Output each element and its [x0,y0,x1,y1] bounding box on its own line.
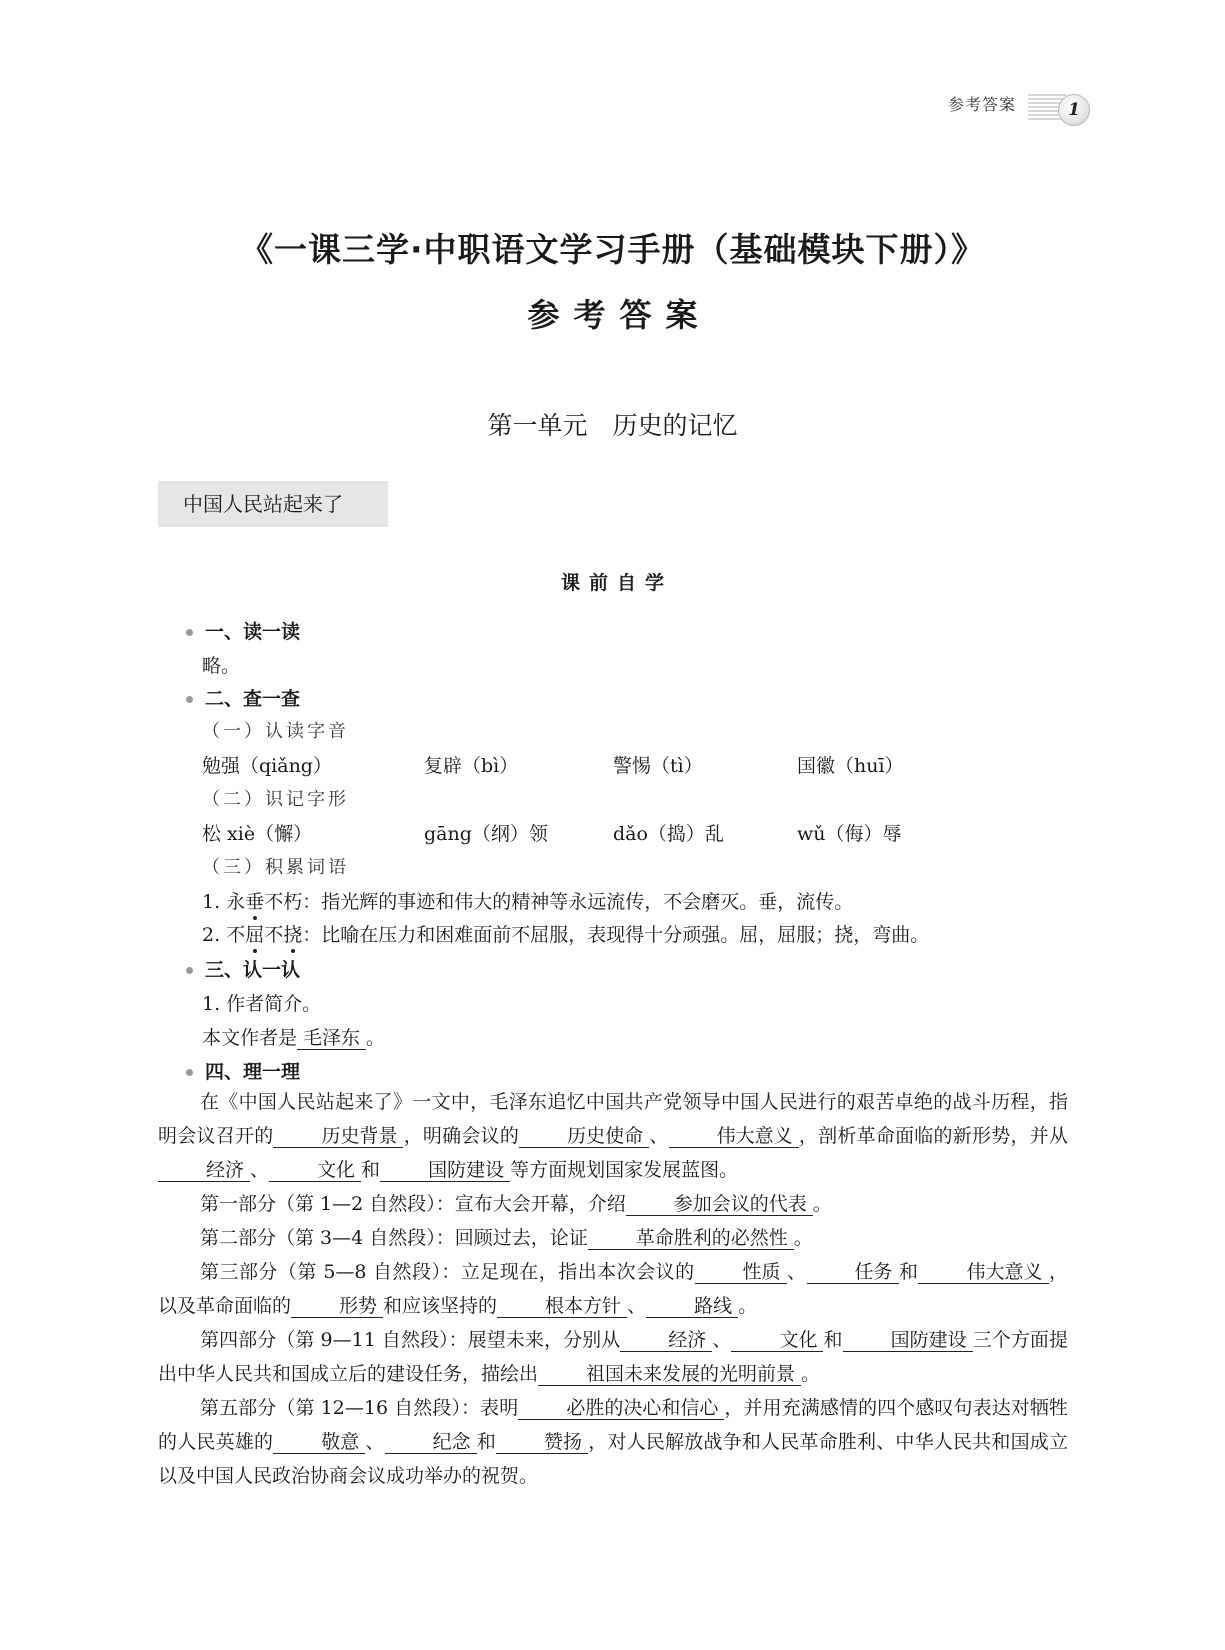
answer-blank: 祖国未来发展的光明前景 [538,1364,801,1386]
subheading-vocabulary: （三）积累词语 [202,857,349,878]
pron-item: 国徽（huī） [797,755,904,777]
document-subtitle: 参考答案 [527,296,712,334]
glyph-item: 松 xiè（懈） [202,823,313,845]
answer-blank: 国防建设 [843,1330,973,1352]
vocab-item-1: 1. 永垂不朽：指光辉的事迹和伟大的精神等永远流传，不会磨灭。垂，流传。 [202,887,853,914]
pron-item: 勉强（qiǎng） [202,755,332,777]
summary-part-5: 第五部分（第 12—16 自然段）：表明 必胜的决心和信心 ，并用充满感情的四个感叹句表达对牺牲的人民英雄的 敬意 、 纪念 和 赞扬 ，对人民解放战争和人民革命胜利、中华人民共和国成立以及中国人民政治协商会议成功举办的祝贺。 [158,1397,1068,1487]
heading-check: 二、查一查 [186,684,300,711]
answer-blank: 革命胜利的必然性 [588,1228,794,1250]
answer-blank: 性质 [695,1262,787,1284]
answer-blank: 赞扬 [496,1432,588,1454]
document-title: 《一课三学·中职语文学习手册（基础模块下册）》 [239,230,986,269]
answer-blank: 参加会议的代表 [626,1194,813,1216]
glyph-item: gāng（纲）领 [424,823,548,845]
heading-organize: 四、理一理 [186,1057,300,1084]
heading-recognize: 三、认一认 [186,955,300,982]
heading-read: 一、读一读 [186,617,300,644]
summary-part-2: 第二部分（第 3—4 自然段）：回顾过去，论证 革命胜利的必然性 。 [200,1227,813,1249]
answer-blank: 文化 [731,1330,823,1352]
answer-blank: 敬意 [273,1432,365,1454]
answer-blank: 经济 [620,1330,712,1352]
answer-blank: 经济 [158,1160,250,1182]
summary-paragraphs [158,1085,1068,1493]
answer-blank: 伟大意义 [918,1262,1048,1284]
lesson-title: 中国人民站起来了 [158,481,388,527]
section-heading: 课前自学 [560,572,673,594]
summary-part-4: 第四部分（第 9—11 自然段）：展望未来，分别从 经济 、 文化 和 国防建设 三个方面提出中华人民共和国成立后的建设任务，描绘出 祖国未来发展的光明前景 。 [158,1329,1068,1385]
summary-part-3: 第三部分（第 5—8 自然段）：立足现在，指出本次会议的 性质 、 任务 和 伟大意义 ，以及革命面临的 形势 和应该坚持的 根本方针 、 路线 。 [158,1261,1068,1317]
pron-item: 警惕（tì） [613,755,703,777]
answer-blank: 路线 [646,1296,738,1318]
summary-part-1: 第一部分（第 1—2 自然段）：宣布大会开幕，介绍 参加会议的代表 。 [200,1193,832,1215]
emphasis-char: 垂 [245,887,264,914]
read-answer: 略。 [202,655,241,677]
answer-blank: 历史使命 [519,1126,649,1148]
answer-blank: 形势 [291,1296,383,1318]
answer-blank: 纪念 [385,1432,477,1454]
glyph-item: wǔ（侮）辱 [797,823,902,845]
page-number: 1 [1058,94,1090,126]
author-line: 本文作者是 毛泽东 。 [202,1027,386,1049]
answer-blank: 文化 [269,1160,361,1182]
running-header: 参考答案 [948,95,1017,114]
bullet-icon [186,1069,193,1076]
answer-blank: 任务 [807,1262,899,1284]
unit-title: 第一单元 历史的记忆 [487,411,738,440]
bullet-icon [186,696,193,703]
answer-blank: 根本方针 [497,1296,627,1318]
subheading-pronunciation: （一）认读字音 [202,721,349,742]
emphasis-char: 屈 [245,920,264,947]
answer-blank: 必胜的决心和信心 [518,1398,724,1420]
bullet-icon [186,629,193,636]
answer-blank: 伟大意义 [669,1126,799,1148]
bullet-icon [186,967,193,974]
answer-blank: 国防建设 [380,1160,510,1182]
answer-blank: 毛泽东 [297,1028,366,1050]
summary-overview: 在《中国人民站起来了》一文中，毛泽东追忆中国共产党领导中国人民进行的艰苦卓绝的战斗历程，指明会议召开的 历史背景 ，明确会议的 历史使命 、 伟大意义 ，剖析革命面临的新形势，并从经济 、 文化 和 国防建设 等方面规划国家发展蓝图。 [158,1091,1068,1181]
glyph-item: dǎo（捣）乱 [613,823,724,845]
subheading-glyph: （二）识记字形 [202,789,349,810]
answer-blank: 历史背景 [273,1126,403,1148]
author-intro-label: 1. 作者简介。 [202,993,322,1015]
emphasis-char: 挠 [283,920,302,947]
vocab-item-2: 2. 不屈不挠：比喻在压力和困难面前不屈服，表现得十分顽强。屈，屈服；挠，弯曲。 [202,920,929,947]
pron-item: 复辟（bì） [424,755,519,777]
